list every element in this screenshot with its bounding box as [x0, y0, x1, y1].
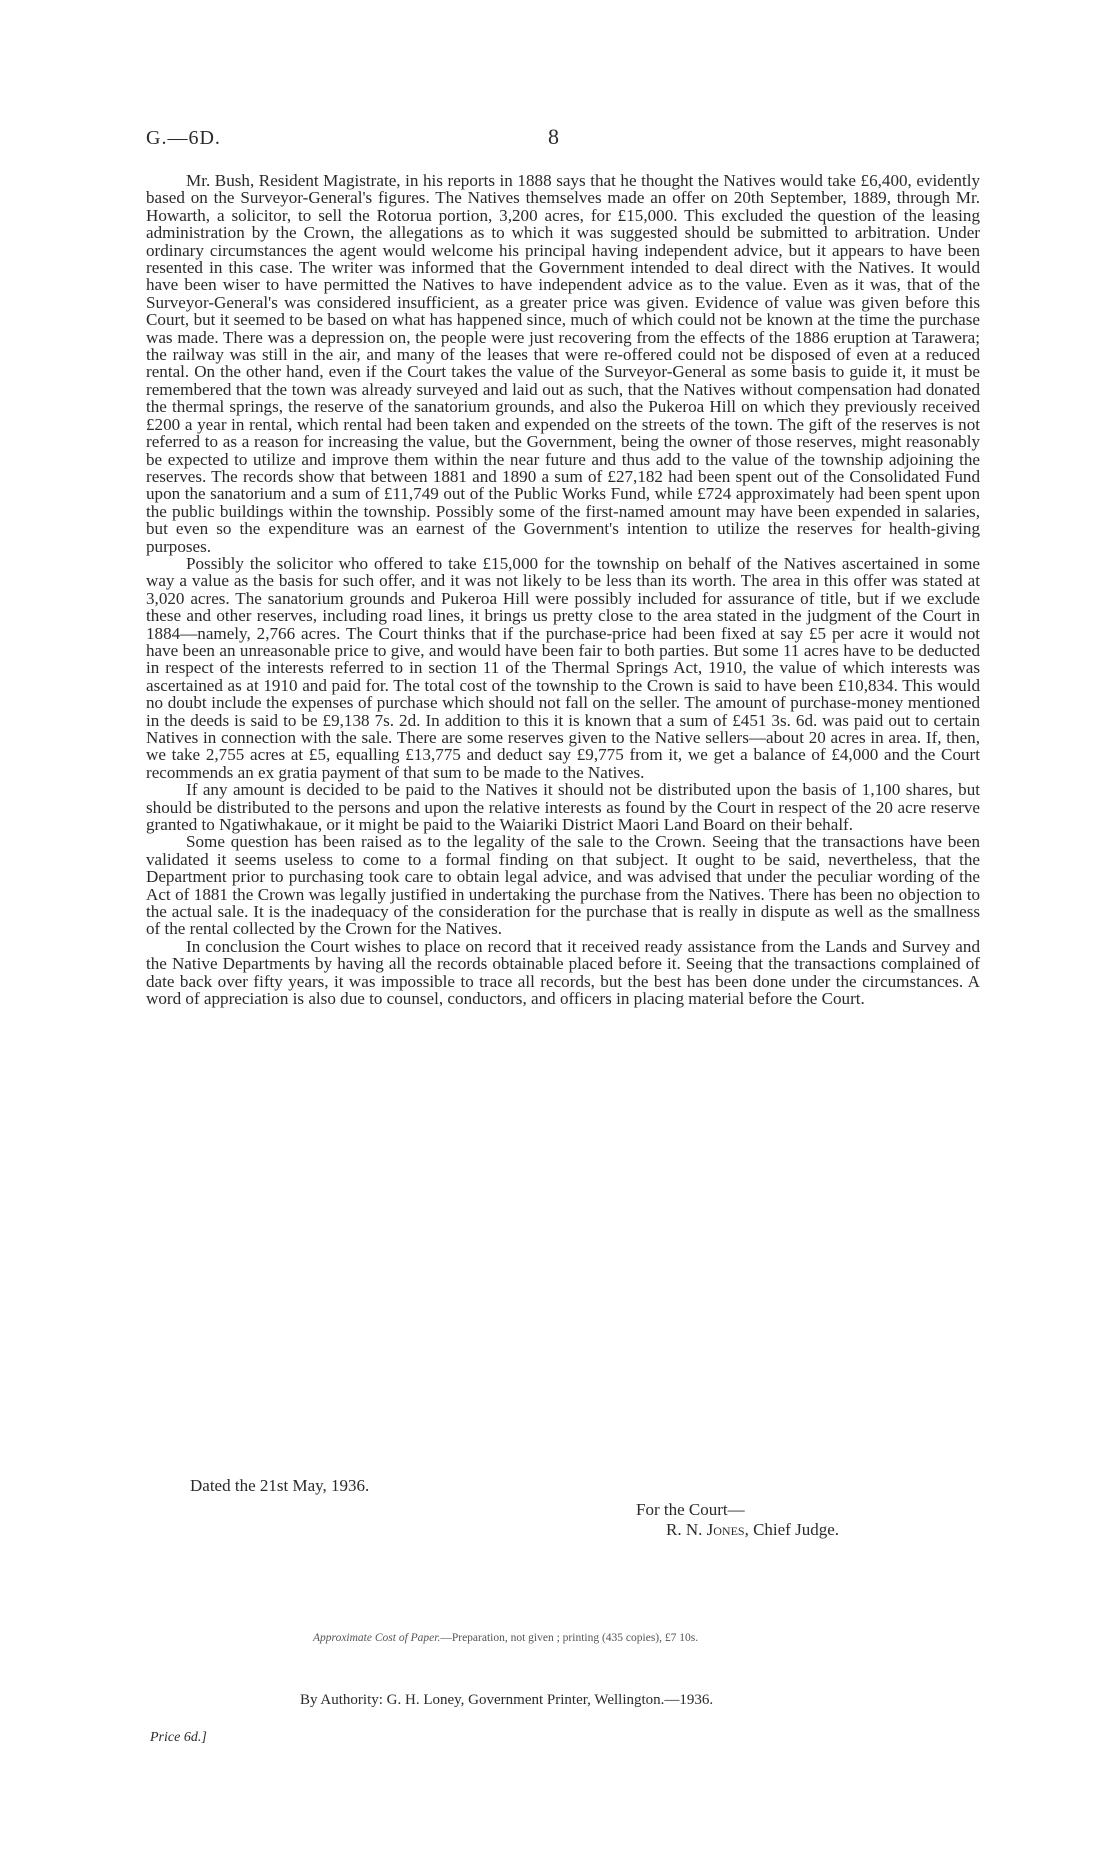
document-reference: G.—6D.: [146, 127, 221, 149]
signatory-title: Chief Judge.: [753, 1520, 840, 1539]
signatory-name: R. N. Jones,: [666, 1520, 749, 1539]
paragraph: Possibly the solicitor who offered to take £15,000 for the township on behalf of the Natives ascertained in some way a value as the basis for such offer, and it was not likely to be less than its worth. The area in this offer was stated at 3,020 acres. The sanatorium grounds and Pukeroa Hill were possibly included for assurance of title, but if we exclude these and other reserves, including road lines, it brings us pretty close to the area stated in the judgment of the Court in 1884—namely, 2,766 acres. The Court thinks that if the purchase-price had been fixed at say £5 per acre it would not have been an unreasonable price to give, and would have been fair to both parties. But some 11 acres have to be deducted in respect of the interests referred to in section 11 of the Thermal Springs Act, 1910, the value of which interests was ascertained as at 1910 and paid for. The total cost of the township to the Crown is said to have been £10,834. This would no doubt include the expenses of purchase which should not fall on the seller. The amount of purchase-money mentioned in the deeds is said to be £9,138 7s. 2d. In addition to this it is known that a sum of £451 3s. 6d. was paid out to certain Natives in connection with the sale. There are some reserves given to the Native sellers—about 20 acres in area. If, then, we take 2,755 acres at £5, equalling £13,775 and deduct say £9,775 from it, we get a balance of £4,000 and the Court recommends an ex gratia payment of that sum to be made to the Natives.: [146, 553, 980, 782]
paragraph: If any amount is decided to be paid to the Natives it should not be distributed upon the basis of 1,100 shares, but should be distributed to the persons and upon the relative interests as found by the Court in respect of the 20 acre reserve granted to Ngatiwhakaue, or it might be paid to the Waiariki District Maori Land Board on their behalf.: [146, 780, 980, 835]
cost-note: [313, 1632, 698, 1644]
for-the-court: For the Court—: [636, 1500, 745, 1519]
paragraph: In conclusion the Court wishes to place on record that it received ready assistance from the Lands and Survey and the Native Departments by having all the records obtainable placed before it. Seeing that the transactions complained of date back over fifty years, it was impossible to trace all records, but the best has been done under the circumstances. A word of appreciation is also due to counsel, conductors, and officers in placing material before the Court.: [146, 936, 980, 1009]
report-body: [146, 172, 980, 1008]
cost-text: —Preparation, not given ; printing (435 copies), £7 10s.: [440, 1632, 699, 1644]
cost-label: Approximate Cost of Paper.: [313, 1632, 441, 1644]
date-line: Dated the 21st May, 1936.: [190, 1476, 370, 1495]
paragraph: Some question has been raised as to the legality of the sale to the Crown. Seeing that the transactions have been validated it seems useless to come to a formal finding on that subject. It ought to be said, nevertheless, that the Department prior to purchasing took care to obtain legal advice, and was advised that under the peculiar wording of the Act of 1881 the Crown was legally justified in undertaking the purchase from the Natives. There has been no objection to the actual sale. It is the inadequacy of the consideration for the purchase that is really in dispute as well as the smallness of the rental collected by the Crown for the Natives.: [146, 832, 980, 939]
signature: [666, 1520, 839, 1540]
printer-imprint: By Authority: G. H. Loney, Government Printer, Wellington.—1936.: [300, 1692, 714, 1708]
page-number: 8: [548, 124, 559, 149]
price: Price 6d.]: [150, 1730, 207, 1745]
paragraph: Mr. Bush, Resident Magistrate, in his reports in 1888 says that he thought the Natives would take £6,400, evidently based on the Surveyor-General's figures. The Natives themselves made an offer on 20th September, 1889, through Mr. Howarth, a solicitor, to sell the Rotorua portion, 3,200 acres, for £15,000. This excluded the question of the leasing administration by the Crown, the allegations as to which it was suggested should be submitted to arbitration. Under ordinary circumstances the agent would welcome his principal having independent advice, but it appears to have been resented in this case. The writer was informed that the Government intended to deal direct with the Natives. It would have been wiser to have permitted the Natives to have independent advice as to the value. Even as it was, that of the Surveyor-General's was considered insufficient, as a greater price was given. Evidence of value was given before this Court, but it seemed to be based on what has happened since, much of which could not be known at the time the purchase was made. There was a depression on, the people were just recovering from the effects of the 1886 eruption at Tarawera; the railway was still in the air, and many of the leases that were re-offered could not be disposed of even at a reduced rental. On the other hand, even if the Court takes the value of the Surveyor-General as some basis to guide it, it must be remembered that the town was already surveyed and laid out as such, that the Natives without compensation had donated the thermal springs, the reserve of the sanatorium grounds, and also the Pukeroa Hill on which they previously received £200 a year in rental, which rental had been taken and expended on the streets of the town. The gift of the reserves is not referred to as a reason for increasing the value, but the Government, being the owner of those reserves, might reasonably be expected to utilize and improve them within the near future and thus add to the value of the township adjoining the reserves. The records show that between 1881 and 1890 a sum of £27,182 had been spent out of the Consolidated Fund upon the sanatorium and a sum of £11,749 out of the Public Works Fund, while £724 approximately had been spent upon the public buildings within the township. Possibly some of the first-named amount may have been expended in salaries, but even so the expenditure was an earnest of the Government's intention to utilize the reserves for health-giving purposes.: [146, 171, 980, 556]
